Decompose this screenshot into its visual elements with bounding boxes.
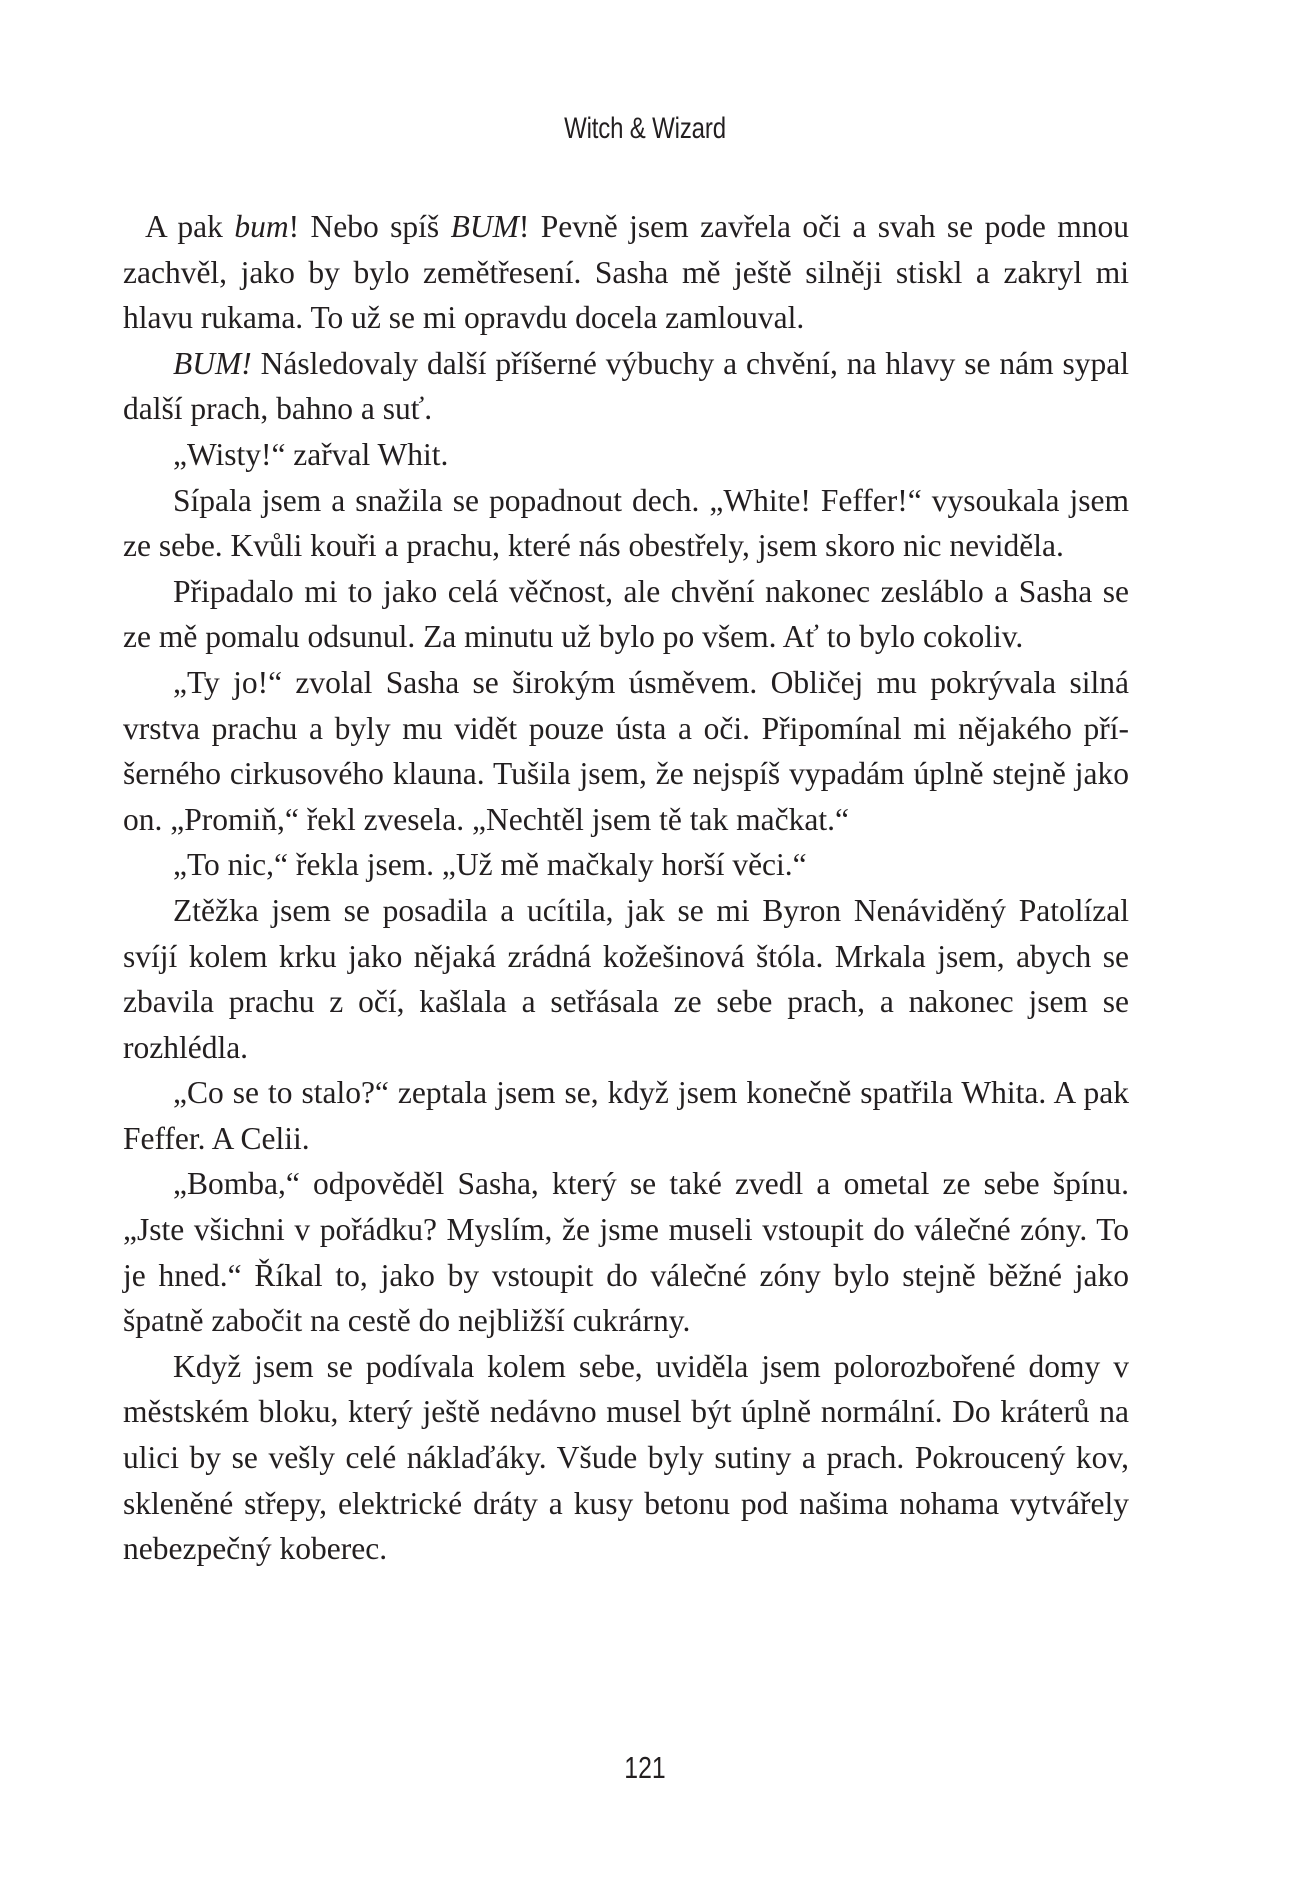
text-run: Připadalo mi to jako celá věčnost, ale chvění nakonec zesláblo a Sasha se ze mě pomalu odsunul. Za minutu už bylo po všem. Ať to bylo cokoliv. — [123, 573, 1129, 655]
text-run: „Ty jo!“ zvolal Sasha se širokým úsměvem. Obličej mu pokrývala silná vrstva prachu a byly mu vidět pouze ústa a oči. Připomínal mi nějakého příšerného cirkusového klauna. Tušila jsem, že nejspíš vypadám úplně stejně jako on. „Promiň,“ řekl zvesela. „Nechtěl jsem tě tak mačkat.“ — [123, 664, 1129, 837]
page-number: 121 — [624, 1750, 666, 1785]
text-run: Ztěžka jsem se posadila a ucítila, jak se mi Byron Nenáviděný Patolízal svíjí kolem krku jako nějaká zrádná kožešinová štóla. Mrkala jsem, abych se zbavila prachu z očí, kašlala a setřásala ze sebe prach, a nakonec jsem se rozhlédla. — [123, 892, 1129, 1065]
paragraph — [123, 1161, 1129, 1343]
paragraph — [123, 341, 1129, 432]
paragraph — [123, 1070, 1129, 1161]
text-run: Následovaly další příšerné výbuchy a chvění, na hlavy se nám sypal další prach, bahno a suť. — [123, 345, 1129, 427]
body-text — [123, 204, 1129, 1572]
paragraph — [123, 569, 1129, 660]
paragraph — [123, 478, 1129, 569]
text-run: „Bomba,“ odpověděl Sasha, který se také zvedl a ometal ze sebe špínu. „Jste všichni v pořádku? Myslím, že jsme museli vstoupit do válečné zóny. To je hned.“ Říkal to, jako by vstoupit do válečné zóny bylo stejně běžné jako špatně zabočit na cestě do nejbližší cukrárny. — [123, 1166, 1129, 1339]
text-run: „Co se to stalo?“ zeptala jsem se, když jsem konečně spatřila Whita. A pak Feffer. A Celii. — [123, 1075, 1129, 1156]
text-run: ! Pevně jsem zavřela oči a svah se pode mnou zachvěl, jako by bylo zemětřesení. Sasha mě ještě silněji stiskl a zakryl mi hlavu rukama. To už se mi opravdu docela zamlouval. — [123, 209, 1129, 336]
paragraph — [123, 842, 1129, 888]
paragraph — [123, 660, 1129, 842]
text-run: ! Nebo spíš — [288, 209, 451, 244]
text-run: „Wisty!“ zařval Whit. — [173, 436, 449, 472]
running-title: Witch & Wizard — [564, 112, 726, 145]
text-run: A pak — [145, 209, 235, 244]
paragraph — [123, 204, 1129, 341]
italic-text: bum — [234, 209, 289, 244]
paragraph — [123, 888, 1129, 1070]
text-run: „To nic,“ řekla jsem. „Už mě mačkaly horší věci.“ — [173, 847, 807, 883]
paragraph — [123, 1344, 1129, 1572]
text-run: Když jsem se podívala kolem sebe, uviděla jsem polorozbořené domy v městském bloku, který ještě nedávno musel být úplně normální. Do kráterů na ulici by se vešly celé náklaďáky. Všude byly sutiny a prach. Pokroucený kov, skleněné střepy, elektrické dráty a kusy betonu pod našima nohama vytvářely nebezpečný koberec. — [123, 1348, 1129, 1567]
paragraph — [123, 432, 1129, 478]
italic-text: BUM! — [173, 345, 252, 381]
italic-text: BUM — [450, 209, 519, 244]
text-run: Sípala jsem a snažila se popadnout dech. „White! Feffer!“ vysoukala jsem ze sebe. Kvůli kouři a prachu, které nás obestřely, jsem skoro nic neviděla. — [123, 482, 1129, 564]
